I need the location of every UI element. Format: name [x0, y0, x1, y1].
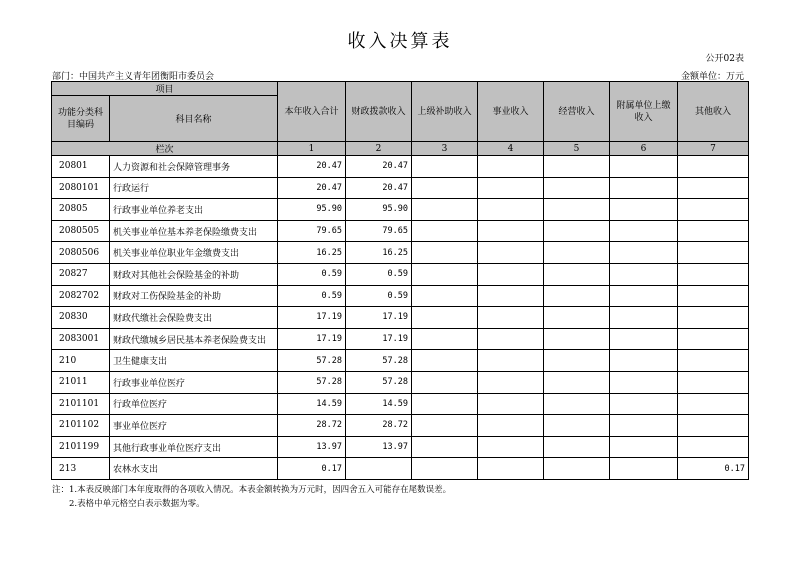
cell-other — [678, 242, 749, 264]
table-row — [52, 263, 749, 285]
cell-affiliate — [610, 328, 678, 350]
cell-affiliate — [610, 415, 678, 437]
cell-name: 卫生健康支出 — [110, 350, 278, 372]
cell-name: 机关事业单位职业年金缴费支出 — [110, 242, 278, 264]
cell-name: 行政运行 — [110, 177, 278, 199]
col-number: 4 — [478, 142, 544, 156]
table-row — [52, 307, 749, 329]
department-label: 部门：中国共产主义青年团衡阳市委员会 — [52, 72, 215, 82]
cell-operating — [544, 263, 610, 285]
cell-business — [478, 199, 544, 221]
cell-name: 行政事业单位养老支出 — [110, 199, 278, 221]
cell-superior — [412, 307, 478, 329]
cell-affiliate — [610, 371, 678, 393]
cell-fiscal: 17.19 — [346, 307, 412, 329]
cell-operating — [544, 415, 610, 437]
header-col-operating: 经营收入 — [544, 82, 610, 142]
header-col-business: 事业收入 — [478, 82, 544, 142]
income-table — [51, 81, 749, 480]
cell-other — [678, 371, 749, 393]
header-col-other: 其他收入 — [678, 82, 749, 142]
cell-operating — [544, 328, 610, 350]
col-number: 1 — [278, 142, 346, 156]
header-name: 科目名称 — [110, 96, 278, 142]
cell-superior — [412, 199, 478, 221]
cell-fiscal: 0.59 — [346, 285, 412, 307]
cell-total: 57.28 — [278, 350, 346, 372]
col-number: 7 — [678, 142, 749, 156]
cell-fiscal: 28.72 — [346, 415, 412, 437]
cell-total: 57.28 — [278, 371, 346, 393]
table-row — [52, 393, 749, 415]
cell-business — [478, 371, 544, 393]
cell-other — [678, 436, 749, 458]
cell-superior — [412, 156, 478, 178]
cell-name: 财政对其他社会保险基金的补助 — [110, 263, 278, 285]
cell-total: 20.47 — [278, 177, 346, 199]
table-row — [52, 328, 749, 350]
cell-other — [678, 199, 749, 221]
cell-affiliate — [610, 263, 678, 285]
cell-total: 17.19 — [278, 328, 346, 350]
unit-label: 金额单位：万元 — [680, 72, 744, 82]
cell-business — [478, 307, 544, 329]
cell-operating — [544, 371, 610, 393]
cell-fiscal: 95.90 — [346, 199, 412, 221]
cell-code: 2101102 — [52, 415, 110, 437]
cell-affiliate — [610, 350, 678, 372]
header-col-total: 本年收入合计 — [278, 82, 346, 142]
cell-fiscal: 13.97 — [346, 436, 412, 458]
cell-fiscal: 20.47 — [346, 177, 412, 199]
cell-superior — [412, 328, 478, 350]
form-code: 公开02表 — [705, 54, 744, 64]
cell-total: 79.65 — [278, 220, 346, 242]
cell-superior — [412, 371, 478, 393]
cell-affiliate — [610, 220, 678, 242]
page-title: 收入决算表 — [347, 31, 453, 52]
cell-total: 0.17 — [278, 458, 346, 480]
table-row — [52, 242, 749, 264]
cell-name: 财政对工伤保险基金的补助 — [110, 285, 278, 307]
cell-code: 21011 — [52, 371, 110, 393]
cell-name: 财政代缴城乡居民基本养老保险费支出 — [110, 328, 278, 350]
cell-name: 财政代缴社会保险费支出 — [110, 307, 278, 329]
table-row — [52, 458, 749, 480]
col-number: 2 — [346, 142, 412, 156]
cell-code: 20830 — [52, 307, 110, 329]
footnote: 2.表格中单元格空白表示数据为零。 — [69, 499, 205, 509]
table-row — [52, 371, 749, 393]
cell-fiscal: 17.19 — [346, 328, 412, 350]
cell-operating — [544, 177, 610, 199]
cell-superior — [412, 350, 478, 372]
cell-other — [678, 415, 749, 437]
cell-other — [678, 220, 749, 242]
cell-business — [478, 328, 544, 350]
cell-code: 2083001 — [52, 328, 110, 350]
cell-code: 2082702 — [52, 285, 110, 307]
cell-business — [478, 156, 544, 178]
cell-total: 0.59 — [278, 263, 346, 285]
cell-business — [478, 393, 544, 415]
cell-other — [678, 177, 749, 199]
cell-superior — [412, 458, 478, 480]
cell-other — [678, 307, 749, 329]
cell-code: 213 — [52, 458, 110, 480]
cell-affiliate — [610, 285, 678, 307]
cell-operating — [544, 458, 610, 480]
header-row-label: 栏次 — [52, 142, 278, 156]
cell-code: 2080506 — [52, 242, 110, 264]
cell-fiscal: 20.47 — [346, 156, 412, 178]
cell-fiscal: 57.28 — [346, 350, 412, 372]
header-col-affiliate: 附属单位上缴收入 — [610, 82, 678, 142]
cell-code: 20805 — [52, 199, 110, 221]
cell-total: 17.19 — [278, 307, 346, 329]
cell-operating — [544, 307, 610, 329]
header-col-superior: 上级补助收入 — [412, 82, 478, 142]
cell-superior — [412, 242, 478, 264]
cell-affiliate — [610, 393, 678, 415]
cell-other — [678, 393, 749, 415]
cell-business — [478, 177, 544, 199]
cell-total: 16.25 — [278, 242, 346, 264]
cell-code: 20827 — [52, 263, 110, 285]
cell-operating — [544, 242, 610, 264]
table-row — [52, 436, 749, 458]
cell-superior — [412, 436, 478, 458]
cell-name: 人力资源和社会保障管理事务 — [110, 156, 278, 178]
cell-business — [478, 415, 544, 437]
cell-other: 0.17 — [678, 458, 749, 480]
cell-code: 2080505 — [52, 220, 110, 242]
table-row — [52, 220, 749, 242]
cell-business — [478, 220, 544, 242]
col-number: 5 — [544, 142, 610, 156]
cell-total: 14.59 — [278, 393, 346, 415]
cell-code: 2101199 — [52, 436, 110, 458]
cell-affiliate — [610, 307, 678, 329]
cell-total: 13.97 — [278, 436, 346, 458]
cell-name: 行政单位医疗 — [110, 393, 278, 415]
table-row — [52, 285, 749, 307]
header-col-fiscal: 财政拨款收入 — [346, 82, 412, 142]
cell-fiscal: 14.59 — [346, 393, 412, 415]
table-row — [52, 177, 749, 199]
table-row — [52, 156, 749, 178]
cell-business — [478, 242, 544, 264]
cell-superior — [412, 220, 478, 242]
cell-superior — [412, 393, 478, 415]
cell-operating — [544, 393, 610, 415]
cell-business — [478, 458, 544, 480]
cell-name: 其他行政事业单位医疗支出 — [110, 436, 278, 458]
cell-other — [678, 285, 749, 307]
cell-affiliate — [610, 436, 678, 458]
header-item-group: 项目 — [52, 82, 278, 96]
cell-operating — [544, 156, 610, 178]
cell-other — [678, 350, 749, 372]
cell-code: 20801 — [52, 156, 110, 178]
table-row — [52, 199, 749, 221]
cell-code: 210 — [52, 350, 110, 372]
cell-operating — [544, 199, 610, 221]
cell-total: 20.47 — [278, 156, 346, 178]
cell-operating — [544, 350, 610, 372]
cell-name: 农林水支出 — [110, 458, 278, 480]
cell-fiscal: 16.25 — [346, 242, 412, 264]
cell-superior — [412, 285, 478, 307]
cell-operating — [544, 436, 610, 458]
cell-total: 95.90 — [278, 199, 346, 221]
cell-fiscal: 0.59 — [346, 263, 412, 285]
cell-operating — [544, 220, 610, 242]
header-code: 功能分类科目编码 — [52, 96, 110, 142]
cell-affiliate — [610, 242, 678, 264]
cell-superior — [412, 177, 478, 199]
cell-fiscal: 79.65 — [346, 220, 412, 242]
table-row — [52, 415, 749, 437]
cell-business — [478, 285, 544, 307]
cell-business — [478, 436, 544, 458]
cell-total: 0.59 — [278, 285, 346, 307]
cell-fiscal: 57.28 — [346, 371, 412, 393]
cell-affiliate — [610, 156, 678, 178]
cell-affiliate — [610, 458, 678, 480]
cell-affiliate — [610, 199, 678, 221]
cell-business — [478, 350, 544, 372]
table-row — [52, 350, 749, 372]
col-number: 3 — [412, 142, 478, 156]
cell-affiliate — [610, 177, 678, 199]
cell-operating — [544, 285, 610, 307]
cell-name: 行政事业单位医疗 — [110, 371, 278, 393]
cell-other — [678, 156, 749, 178]
col-number: 6 — [610, 142, 678, 156]
cell-code: 2080101 — [52, 177, 110, 199]
cell-superior — [412, 415, 478, 437]
cell-total: 28.72 — [278, 415, 346, 437]
cell-superior — [412, 263, 478, 285]
cell-name: 事业单位医疗 — [110, 415, 278, 437]
cell-code: 2101101 — [52, 393, 110, 415]
cell-fiscal — [346, 458, 412, 480]
cell-other — [678, 263, 749, 285]
cell-name: 机关事业单位基本养老保险缴费支出 — [110, 220, 278, 242]
footnote: 注：1.本表反映部门本年度取得的各项收入情况。本表金额转换为万元时，因四舍五入可能存在尾数误差。 — [52, 485, 452, 495]
cell-business — [478, 263, 544, 285]
footnotes — [52, 483, 451, 511]
cell-other — [678, 328, 749, 350]
